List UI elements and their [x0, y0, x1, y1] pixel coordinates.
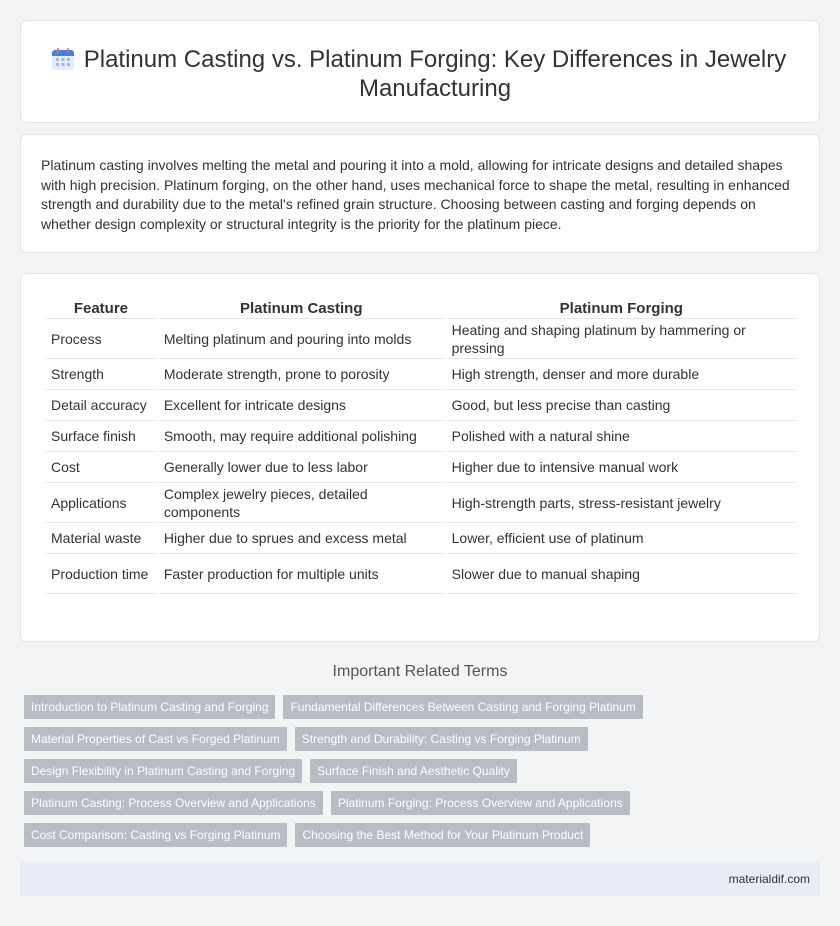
- header-forging: Platinum Forging: [447, 296, 796, 319]
- casting-cell: Faster production for multiple units: [159, 554, 444, 594]
- related-terms-heading: Important Related Terms: [332, 663, 508, 680]
- related-term-tag[interactable]: Fundamental Differences Between Casting and Forging Platinum: [283, 695, 642, 719]
- title-card: [20, 20, 820, 123]
- table-row: [46, 452, 796, 483]
- table-row: [46, 390, 796, 421]
- footer: [20, 862, 820, 896]
- feature-cell: Strength: [46, 359, 156, 390]
- header-casting: Platinum Casting: [159, 296, 444, 319]
- forging-cell: Good, but less precise than casting: [447, 390, 796, 421]
- casting-cell: Moderate strength, prone to porosity: [159, 359, 444, 390]
- table-row: [46, 523, 796, 554]
- table-row: [46, 319, 796, 359]
- related-term-tag[interactable]: Strength and Durability: Casting vs Forging Platinum: [295, 727, 588, 751]
- casting-cell: Complex jewelry pieces, detailed components: [159, 483, 444, 523]
- feature-cell: Process: [46, 319, 156, 359]
- table-row: [46, 483, 796, 523]
- feature-cell: Surface finish: [46, 421, 156, 452]
- forging-cell: High-strength parts, stress-resistant jewelry: [447, 483, 796, 523]
- casting-cell: Excellent for intricate designs: [159, 390, 444, 421]
- header-feature: Feature: [46, 296, 156, 319]
- page-title: Platinum Casting vs. Platinum Forging: Key Differences in Jewelry Manufacturing: [83, 46, 787, 102]
- related-term-tag[interactable]: Introduction to Platinum Casting and Forging: [24, 695, 275, 719]
- related-term-tag[interactable]: Platinum Forging: Process Overview and Applications: [331, 791, 630, 815]
- feature-cell: Cost: [46, 452, 156, 483]
- table-row: [46, 554, 796, 594]
- comparison-table: [43, 296, 799, 594]
- intro-paragraph: Platinum casting involves melting the metal and pouring it into a mold, allowing for intricate designs and detailed shapes with high precision. Platinum forging, on the other hand, uses mechanical force to shape the metal, resulting in enhanced strength and durability due to the metal's refined grain structure. Choosing between casting and forging depends on whether design complexity or structural integrity is the priority for the platinum piece.: [41, 157, 790, 232]
- casting-cell: Generally lower due to less labor: [159, 452, 444, 483]
- casting-cell: Higher due to sprues and excess metal: [159, 523, 444, 554]
- forging-cell: Slower due to manual shaping: [447, 554, 796, 594]
- related-terms-list: [24, 695, 804, 855]
- related-term-tag[interactable]: Design Flexibility in Platinum Casting and Forging: [24, 759, 302, 783]
- feature-cell: Material waste: [46, 523, 156, 554]
- forging-cell: Polished with a natural shine: [447, 421, 796, 452]
- forging-cell: High strength, denser and more durable: [447, 359, 796, 390]
- related-term-tag[interactable]: Surface Finish and Aesthetic Quality: [310, 759, 517, 783]
- feature-cell: Production time: [46, 554, 156, 594]
- feature-cell: Detail accuracy: [46, 390, 156, 421]
- related-term-tag[interactable]: Cost Comparison: Casting vs Forging Platinum: [24, 823, 287, 847]
- forging-cell: Heating and shaping platinum by hammering or pressing: [447, 319, 796, 359]
- feature-cell: Applications: [46, 483, 156, 523]
- casting-cell: Melting platinum and pouring into molds: [159, 319, 444, 359]
- related-term-tag[interactable]: Choosing the Best Method for Your Platinum Product: [295, 823, 590, 847]
- site-name[interactable]: materialdif.com: [728, 872, 810, 886]
- intro-card: [20, 134, 820, 253]
- table-row: [46, 359, 796, 390]
- table-header-row: [46, 296, 796, 319]
- forging-cell: Lower, efficient use of platinum: [447, 523, 796, 554]
- related-term-tag[interactable]: Material Properties of Cast vs Forged Platinum: [24, 727, 287, 751]
- comparison-card: [20, 273, 820, 642]
- forging-cell: Higher due to intensive manual work: [447, 452, 796, 483]
- table-row: [46, 421, 796, 452]
- related-term-tag[interactable]: Platinum Casting: Process Overview and Applications: [24, 791, 323, 815]
- casting-cell: Smooth, may require additional polishing: [159, 421, 444, 452]
